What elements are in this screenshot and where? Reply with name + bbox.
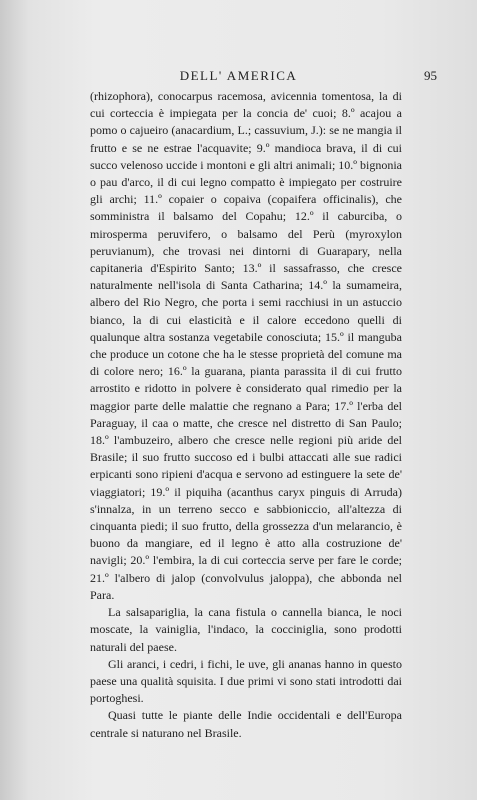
paragraph-naturalized-plants: Quasi tutte le piante delle Indie occidentali e dell'Europa centrale si naturano nel Brasile. [90, 708, 402, 740]
page-header [40, 68, 437, 86]
running-head: DELL' AMERICA [179, 68, 298, 83]
page-number: 95 [424, 68, 437, 83]
paragraph-natural-products: La salsapariglia, la cana fistula o cannella bianca, le noci moscate, la vainiglia, l'indaco, la cocciniglia, sono prodotti naturali del paese. [90, 605, 402, 654]
paragraph-plant-list: (rhizophora), conocarpus racemosa, avicennia tomentosa, la di cui corteccia è impiegata per la concia de' cuoi; 8.º acajou a pomo o cajueiro (anacardium, L.; cassuvium, J.): se ne mangia il frutto e se ne estrae l'acquavite; 9.º mandioca brava, il di cui succo velenoso uccide i montoni e gli altri animali; 10.º bignonia o pau d'arco, il di cui legno compatto è impiegato per costruire gli archi; 11.º copaier o copaiva (copaifera officinalis), che somministra il balsamo del Copahu; 12.º il caburciba, o mirosperma peruvifero, o balsamo del Perù (myroxylon peruvianum), che trovasi nei dintorni di Guarapary, nella capitaneria d'Espirito Santo; 13.º il sassafrasso, che cresce naturalmente nell'isola di Santa Catharina; 14.º la sumameira, albero del Rio Negro, che porta i semi racchiusi in un astuccio bianco, la di cui elasticità e il calore eccedono quelli di qualunque altra sostanza vegetabile conosciuta; 15.º il manguba che produce un cotone che ha le stesse proprietà del comune ma di colore nero; 16.º la guarana, pianta parassita il di cui frutto arrostito e ridotto in polvere è considerato qual rimedio per la maggior parte delle malattie che regnano a Para; 17.º l'erba del Paraguay, il caa o matte, che cresce nel distretto di San Paulo; 18.º l'ambuzeiro, albero che cresce nelle regioni più aride del Brasile; il suo frutto succoso ed i bulbi attaccati alle sue radici erpicanti sono ripieni d'acqua e servono ad estinguere la sete de' viaggiatori; 19.º il piquiha (acanthus caryx pinguis di Arruda) s'innalza, in un terreno secco e sabbioniccio, all'altezza di cinquanta piedi; il suo frutto, della grossezza d'un melarancio, è buono da mangiare, ed il legno è atto alla costruzione de' navigli; 20.º l'embira, la di cui corteccia serve per fare le corde; 21.º l'albero di jalop (convolvulus jaloppa), che abbonda nel Para. [90, 89, 402, 602]
paragraph-fruits: Gli aranci, i cedri, i fichi, le uve, gli ananas hanno in questo paese una qualità squisita. I due primi vi sono stati introdotti dai portoghesi. [90, 656, 402, 706]
body-text [90, 88, 402, 742]
